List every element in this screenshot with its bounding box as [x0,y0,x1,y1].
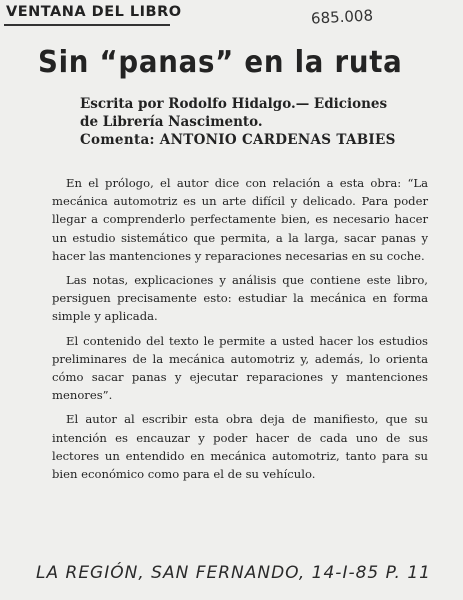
paragraph: El autor al escribir esta obra deja de manifiesto, que su intención es encauzar y poder hacer de cada uno de sus lectores un entendido en mecánica automotriz, tanto para su bien económico como para el de su vehículo. [52,412,428,482]
article-body [52,174,428,489]
handwritten-source-note: LA REGIÓN, SAN FERNANDO, 14-I-85 P. 11 [36,563,431,583]
handwritten-code: 685.008 [310,6,374,28]
byline-author-publisher: Escrita por Rodolfo Hidalgo.— Ediciones [80,96,388,112]
byline-publisher: de Librería Nascimento. [80,114,263,130]
paragraph: Las notas, explicaciones y análisis que contiene este libro, persiguen precisamente esto: estudiar la mecánica en forma simple y aplicada. [52,273,428,324]
section-label: VENTANA DEL LIBRO [6,4,182,20]
byline [80,95,440,149]
byline-commentator: Comenta: ANTONIO CARDENAS TABIES [80,132,396,148]
paragraph: El contenido del texto le permite a usted hacer los estudios preliminares de la mecánica automotriz y, además, lo orienta cómo sacar panas y ejecutar reparaciones y mantenciones menores”. [52,333,428,403]
article-title: Sin “panas” en la ruta [38,45,403,80]
section-divider [4,24,170,26]
paragraph: En el prólogo, el autor dice con relación a esta obra: “La mecánica automotriz es un arte difícil y delicado. Para poder llegar a comprenderlo perfectamente bien, es necesario hacer un estudio sistemático que permita, a la larga, sacar panas y hacer las mantenciones y reparaciones necesarias en su coche. [52,176,428,263]
